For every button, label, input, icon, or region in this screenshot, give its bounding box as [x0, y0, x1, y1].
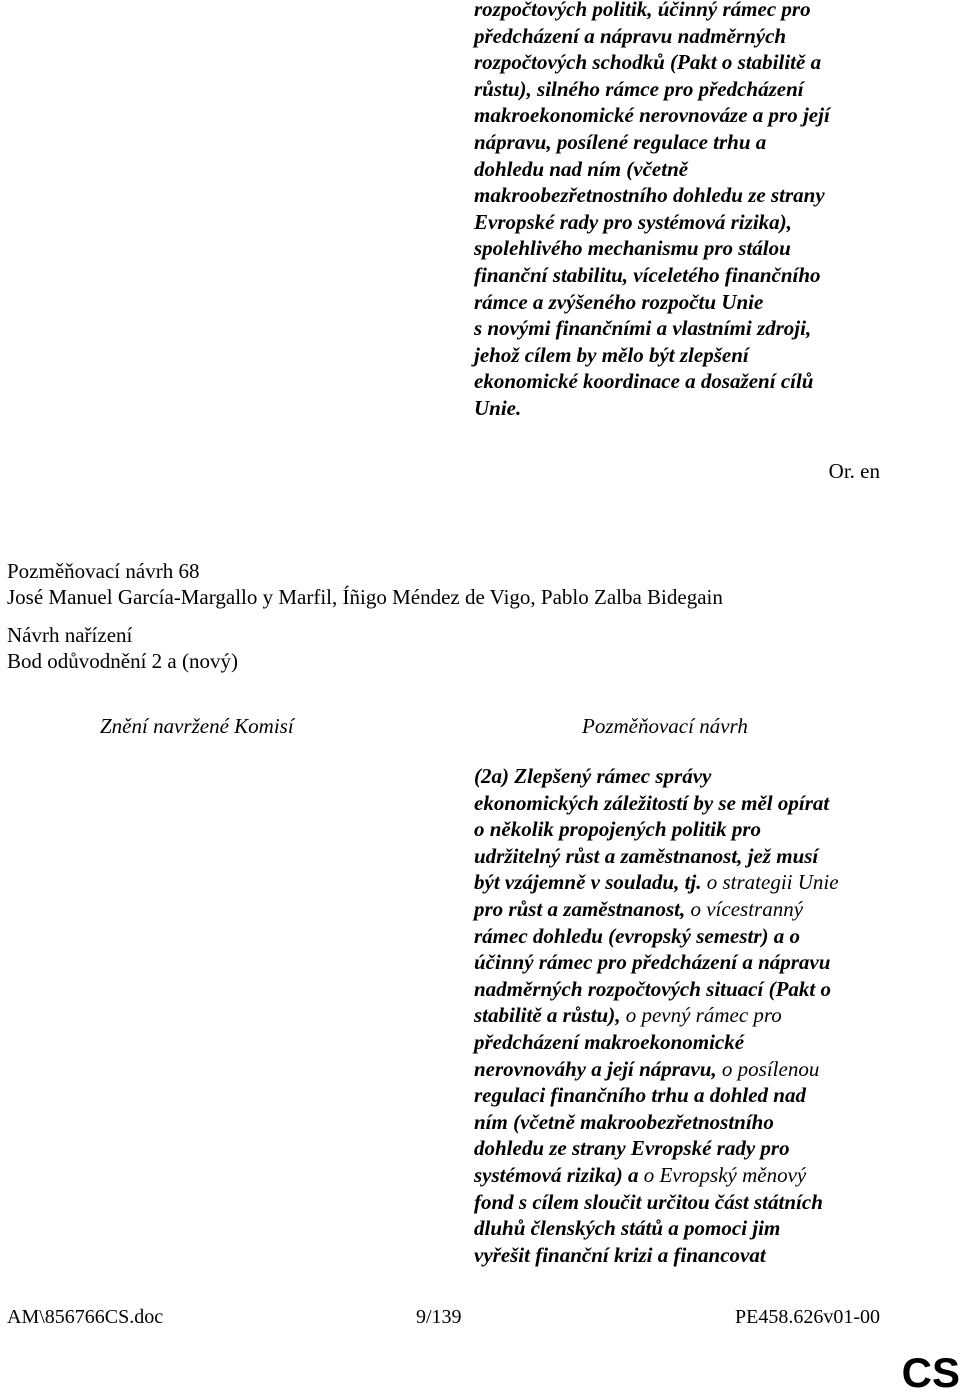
text-line [474, 1189, 839, 1216]
text-bold: ekonomických záležitostí by se měl opírat [474, 790, 830, 815]
text-plain: o pevný rámec pro [625, 1003, 782, 1028]
text-line: jehož cílem by mělo být zlepšení [474, 342, 749, 367]
text-line [474, 1056, 839, 1083]
text-bold: systémová rizika) a [474, 1162, 639, 1187]
amendment-authors: José Manuel García-Margallo y Marfil, Íñigo Méndez de Vigo, Pablo Zalba Bidegain [7, 585, 723, 609]
text-plain: o posílenou [721, 1056, 820, 1081]
amendment-title: Pozměňovací návrh 68 [7, 559, 200, 583]
amendment-header [7, 558, 723, 674]
text-bold: stabilitě a růstu), [474, 1003, 621, 1028]
footer-page-number: 9/139 [416, 1306, 462, 1328]
column-header-commission: Znění navržené Komisí [100, 714, 294, 738]
text-bold: účinný rámec pro předcházení a nápravu [474, 950, 831, 975]
text-bold: o několik propojených politik pro [474, 817, 762, 842]
text-line: Evropské rady pro systémová rizika), [474, 209, 792, 234]
language-code: CS [901, 1349, 960, 1396]
recital-reference: Bod odůvodnění 2 a (nový) [7, 649, 238, 673]
text-plain: o strategii Unie [706, 870, 839, 895]
text-bold: pro růst a zaměstnanost, [474, 896, 686, 921]
text-line [474, 1215, 839, 1242]
text-bold: nerovnováhy a její nápravu, [474, 1056, 717, 1081]
text-line: rozpočtových schodků (Pakt o stabilitě a [474, 50, 822, 75]
text-bold: regulaci finančního trhu a dohled nad [474, 1083, 806, 1108]
footer-reference: PE458.626v01-00 [735, 1306, 880, 1328]
text-line: spolehlivého mechanismu pro stálou [474, 236, 791, 261]
text-plain: o Evropský měnový [643, 1162, 807, 1187]
text-line: dohledu nad ním (včetně [474, 156, 689, 181]
text-line: rozpočtových politik, účinný rámec pro [474, 0, 811, 21]
text-bold: vyřešit finanční krizi a financovat [474, 1242, 766, 1267]
text-line: Unie. [474, 395, 522, 420]
text-line [474, 869, 839, 896]
text-bold: udržitelný růst a zaměstnanost, jež musí [474, 843, 819, 868]
text-bold: rámec dohledu (evropský semestr) a o [474, 923, 801, 948]
text-line: předcházení a nápravu nadměrných [474, 23, 787, 48]
text-line [474, 923, 839, 950]
text-line: růstu), silného rámce pro předcházení [474, 76, 804, 101]
text-line: finanční stabilitu, víceletého finančního [474, 262, 821, 287]
text-line [474, 1162, 839, 1189]
text-line: makroobezřetnostního dohledu ze strany [474, 183, 825, 208]
amendment-body [474, 763, 839, 1268]
text-bold: (2a) Zlepšený rámec správy [474, 764, 712, 788]
text-line [474, 1082, 839, 1109]
text-line [474, 1029, 839, 1056]
text-line [474, 896, 839, 923]
proposal-act: Návrh nařízení [7, 623, 133, 647]
text-line [474, 1109, 839, 1136]
text-bold: nadměrných rozpočtových situací (Pakt o [474, 976, 831, 1001]
text-line: s novými finančními a vlastními zdroji, [474, 316, 812, 341]
text-bold: fond s cílem sloučit určitou část státních [474, 1189, 823, 1214]
text-bold: dluhů členských států a pomoci jim [474, 1216, 781, 1241]
text-bold: ním (včetně makroobezřetnostního [474, 1109, 774, 1134]
text-line: ekonomické koordinace a dosažení cílů [474, 369, 814, 394]
text-bold: být vzájemně v souladu, tj. [474, 870, 702, 895]
amendment-text-continued [474, 0, 830, 422]
text-plain: o vícestranný [690, 896, 804, 921]
text-bold: předcházení makroekonomické [474, 1029, 745, 1054]
text-line [474, 843, 839, 870]
text-line [474, 1242, 839, 1269]
text-line [474, 763, 839, 790]
text-line [474, 790, 839, 817]
original-language: Or. en [828, 459, 880, 483]
text-line [474, 1135, 839, 1162]
footer-document-name: AM\856766CS.doc [7, 1306, 164, 1328]
text-line: makroekonomické nerovnováze a pro její [474, 103, 830, 128]
text-line [474, 1002, 839, 1029]
text-line [474, 949, 839, 976]
text-line: rámce a zvýšeného rozpočtu Unie [474, 289, 764, 314]
text-line [474, 976, 839, 1003]
text-bold: dohledu ze strany Evropské rady pro [474, 1136, 790, 1161]
text-line [474, 816, 839, 843]
column-header-amendment: Pozměňovací návrh [582, 714, 748, 738]
text-line: nápravu, posílené regulace trhu a [474, 129, 767, 154]
